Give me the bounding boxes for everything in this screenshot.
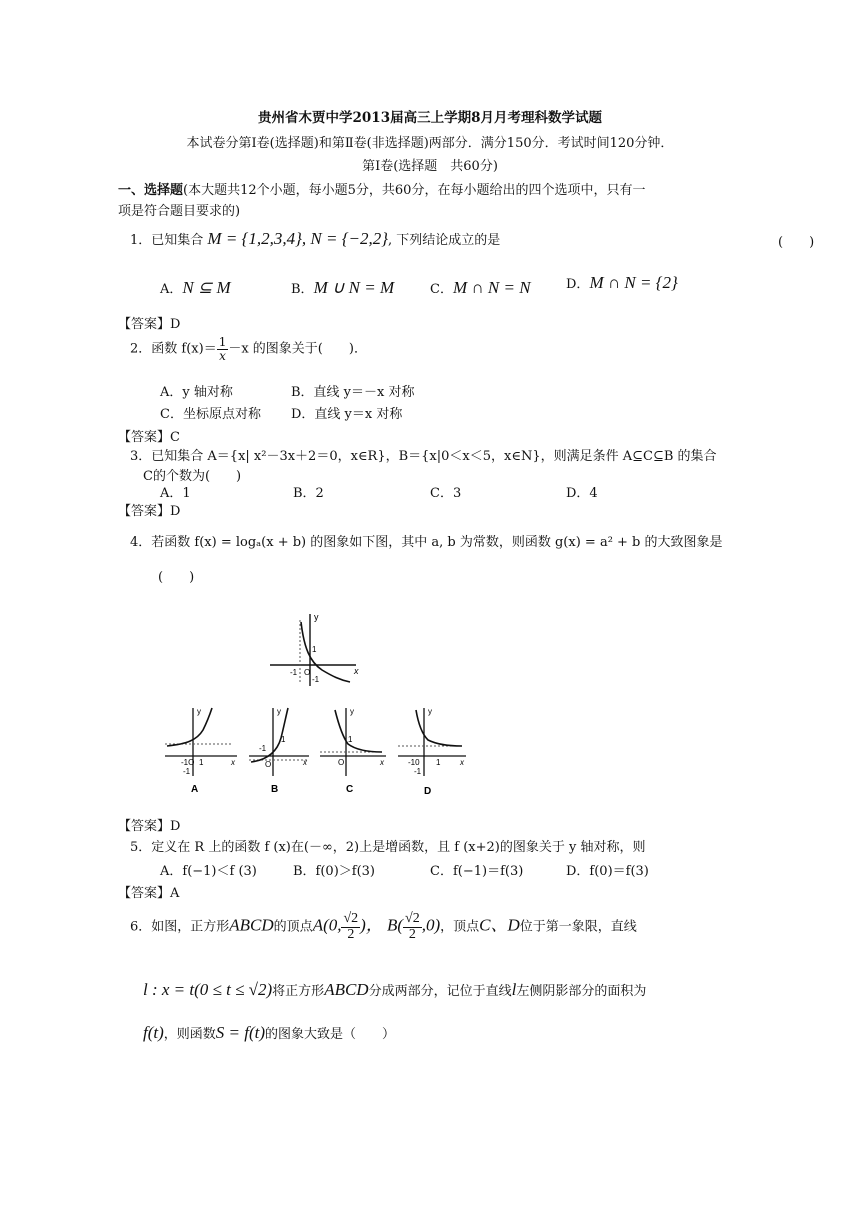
q6-text-3: ，顶点 [440,919,480,935]
q3-stem-line1: 3．已知集合 A＝{x| x²－3x＋2＝0，x∈R}，B＝{x|0＜x＜5，x∈N}，则满足条件 A⊆C⊆B 的集合 [130,449,717,464]
q4-graph-c-tick1: 1 [348,735,353,744]
q5-option-a: A．f(−1)＜f (3) [160,864,257,879]
section-heading-rest: (本大题共12个小题，每小题5分，共60分，在每小题给出的四个选项中，只有一 [183,183,646,198]
q2-answer: 【答案】C [118,430,180,445]
q4-graph-c-label: C [346,784,354,794]
q6-point-b-frac [403,912,422,942]
q6-text-6: 分成两部分，记位于直线 [368,984,512,999]
q4-graph-b-x-label: x [303,758,307,767]
q4-graph-c [318,704,390,794]
q2-prefix: 2．函数 f(x)＝ [130,341,217,357]
q2-option-b: B．直线 y＝－x 对称 [291,385,415,400]
q4-main-graph [264,610,364,690]
q4-graph-a [163,704,241,794]
part-one-heading: 第Ⅰ卷(选择题 共60分) [362,159,498,174]
q1-option-d-label: D． [566,277,590,292]
q6-text-9: 的图象大致是（ ） [265,1027,396,1042]
q3-answer: 【答案】D [118,504,181,519]
q6-point-b-num: √2 [405,911,420,926]
q4-main-origin: O [304,668,311,677]
q2-option-d: D．直线 y＝x 对称 [291,407,403,422]
q4-main-y-label: y [314,612,319,622]
section-heading-line2: 项是符合题目要求的) [118,204,241,219]
q1-option-a-text: N ⊆ M [182,278,231,297]
q3-option-b: B．2 [293,486,324,501]
q1-stem [130,229,500,249]
q4-graph-d-y-label: y [428,707,432,716]
q3-stem-line2: C的个数为( ) [143,469,242,484]
q6-text-2: 的顶点 [273,919,313,935]
q1-option-d-text: M ∩ N = {2} [589,273,678,292]
q6-line-eq: l : x = t(0 ≤ t ≤ √2) [143,980,273,999]
section-heading [118,179,645,198]
q6-point-b-post: ,0) [421,915,441,935]
q1-suffix: , 下列结论成立的是 [388,233,501,248]
q6-point-a-frac [341,912,360,942]
q4-graph-d-label: D [424,786,432,797]
q2-suffix: －x 的图象关于( )． [228,341,367,357]
q6-s-eq: S = f(t) [215,1023,266,1042]
q4-graph-c-origin: O [338,758,345,767]
q4-graph-a-label: A [191,784,199,794]
q6-cd: C、D [479,915,520,935]
q4-graph-a-y-label: y [197,707,201,716]
q6-abcd: ABCD [229,915,274,935]
q6-abcd-2: ABCD [324,980,369,999]
q4-graph-b-tick-neg1: -1 [259,744,267,753]
q1-option-a [160,278,231,298]
q1-answer-paren: ( ) [778,235,815,250]
q6-text-8: ，则函数 [163,1027,216,1042]
q1-answer: 【答案】D [118,317,181,332]
section-heading-bold: 一、选择题 [118,183,184,198]
q6-point-a-post: )， [360,915,383,935]
q4-main-tick-y1: 1 [312,645,317,654]
q5-answer: 【答案】A [118,886,180,901]
q4-graph-b [247,704,313,794]
q6-stem-line3 [143,1023,395,1043]
q4-graph-b-y-label: y [277,707,281,716]
q4-main-tick-y-neg1: -1 [312,675,320,684]
q3-option-c: C．3 [430,486,462,501]
q2-fraction [217,336,229,362]
q2-stem [130,336,367,362]
q6-point-a-pre: A(0, [312,915,342,935]
q1-sets: M = {1,2,3,4}, N = {−2,2} [207,229,389,248]
q4-graph-c-y-label: y [350,707,354,716]
q1-option-c [430,278,531,298]
q6-stem-line2 [143,980,646,1000]
q4-graph-d-ticks: -10 [408,758,420,767]
q1-prefix: 1．已知集合 [130,233,204,248]
q4-graph-d [396,704,470,798]
q2-fraction-den: x [219,348,226,363]
q6-stem-line1 [130,912,637,942]
q4-answer-paren: ( ) [158,570,195,585]
q6-line-l: l [511,980,517,999]
q1-option-c-text: M ∩ N = N [452,278,531,297]
q4-graph-d-tick1: 1 [436,758,441,767]
q3-option-d: D．4 [566,486,598,501]
exam-title: 贵州省木贾中学2013届高三上学期8月月考理科数学试题 [258,110,602,126]
q2-option-c: C．坐标原点对称 [160,407,261,422]
q1-option-a-label: A． [160,282,183,297]
q4-graph-b-origin: O [265,760,272,769]
q4-stem: 4．若函数 f(x) = logₐ(x + b) 的图象如下图，其中 a, b 为常数，则函数 g(x) = a² + b 的大致图象是 [130,535,723,550]
q4-graph-a-tick-y-neg1: -1 [183,767,191,776]
q4-graph-d-tick-y-neg1: -1 [414,767,422,776]
q2-fraction-num: 1 [218,335,227,349]
q4-graph-c-curve [335,710,382,752]
q6-text-1: 6．如图，正方形 [130,919,230,935]
q4-graph-b-label: B [271,784,279,794]
q6-text-4: 位于第一象限，直线 [519,919,637,935]
q5-option-d: D．f(0)＝f(3) [566,864,649,879]
q1-option-b-text: M ∪ N = M [313,278,395,297]
q2-option-a: A．y 轴对称 [160,385,233,400]
q3-option-a: A．1 [160,486,191,501]
q4-main-x-label: x [354,666,359,676]
q6-ft: f(t) [143,1023,164,1042]
q4-graph-c-x-label: x [380,758,384,767]
q5-stem: 5．定义在 R 上的函数 f (x)在(－∞，2)上是增函数，且 f (x+2)的图象关于 y 轴对称，则 [130,840,646,855]
q6-text-5: 将正方形 [272,984,325,999]
q1-option-b [291,278,394,298]
exam-intro: 本试卷分第Ⅰ卷(选择题)和第Ⅱ卷(非选择题)两部分．满分150分．考试时间120分钟． [186,136,674,151]
q4-graph-b-tick1: 1 [281,735,286,744]
q4-graph-d-x-label: x [460,758,464,767]
q1-option-d [566,273,678,293]
q4-graph-a-curve [167,708,212,746]
q4-graph-a-tick1: 1 [199,758,204,767]
q1-option-b-label: B． [291,282,314,297]
q6-point-a-num: √2 [343,911,359,926]
q5-option-b: B．f(0)＞f(3) [293,864,376,879]
q5-option-c: C．f(−1)＝f(3) [430,864,524,879]
q4-graph-d-curve [416,710,462,746]
q6-point-a-den: 2 [347,926,355,942]
q6-point-b-den: 2 [408,926,416,942]
q1-option-c-label: C． [430,282,453,297]
q6-text-7: 左侧阴影部分的面积为 [516,984,647,999]
q4-graph-a-x-label: x [231,758,235,767]
q4-graph-a-ticks: -1O [181,758,195,767]
q4-answer: 【答案】D [118,819,181,834]
q6-point-b-pre: B( [386,915,404,935]
q4-main-tick-neg1: -1 [290,668,298,677]
